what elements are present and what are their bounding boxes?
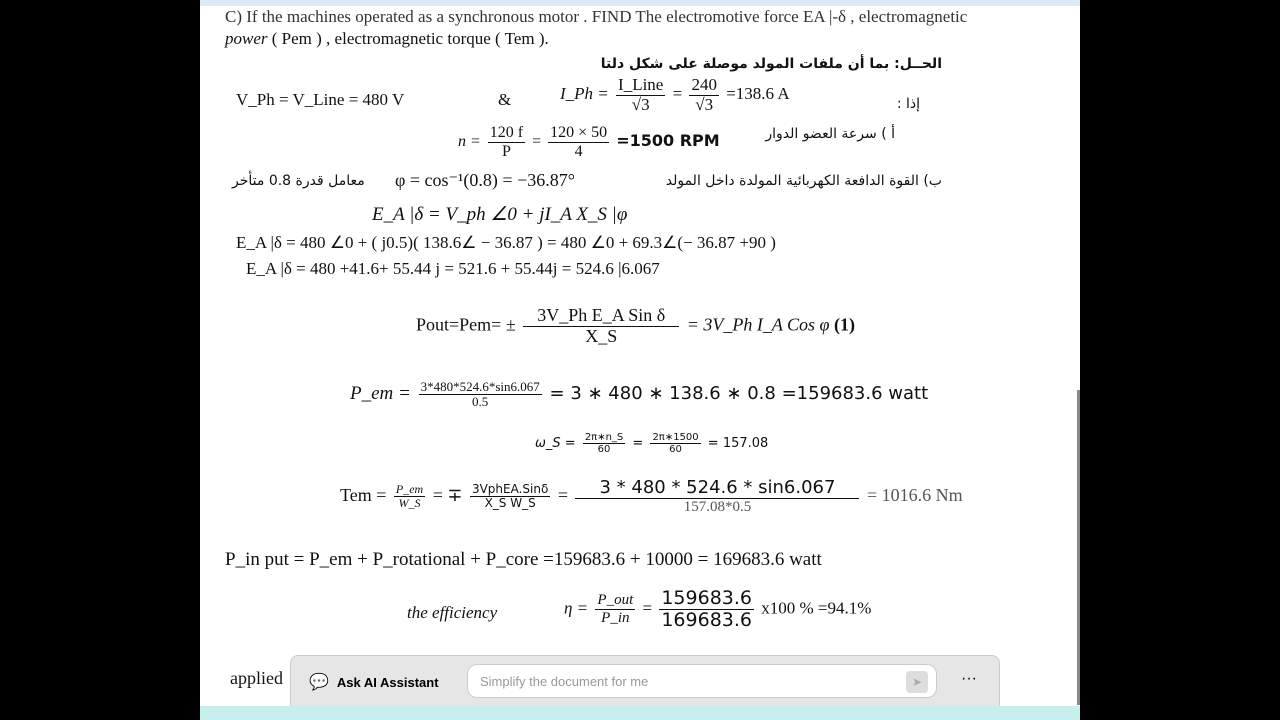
document-page [200, 0, 1080, 720]
num: 3VphEA.Sinδ [471, 481, 549, 496]
num: 2π∗n_S [584, 432, 624, 443]
num: I_Line [618, 75, 664, 94]
phi-eq: φ = cos⁻¹(0.8) = −36.87° [395, 170, 575, 190]
num: P_em [395, 481, 424, 496]
num: 240 [691, 75, 717, 94]
result: =1500 RPM [616, 130, 720, 150]
ask-ai-label: Ask AI Assistant [336, 674, 439, 690]
num: 3 * 480 * 524.6 * sin6.067 [575, 478, 859, 499]
fraction [548, 124, 609, 160]
num: 120 f [489, 124, 524, 141]
lhs: ω_S = [535, 436, 576, 451]
more-options-button[interactable]: ··· [961, 670, 977, 687]
lhs: Tem = [340, 484, 387, 505]
num: 159683.6 [661, 587, 753, 609]
top-toolbar-edge [200, 0, 1080, 6]
send-icon[interactable]: ➤ [906, 671, 928, 693]
den: 60 [669, 444, 682, 455]
scrollbar[interactable] [1077, 390, 1080, 705]
fraction [470, 483, 550, 510]
ai-assistant-bar [290, 655, 1000, 709]
den: X_S W_S [484, 496, 536, 511]
den: P [502, 142, 511, 160]
ea-formula: E_A |δ = V_ph ∠0 + jI_A X_S |φ [372, 204, 628, 225]
solution-heading: الحــل: بما أن ملفات المولد موصلة على شكل دلتا [600, 56, 942, 72]
fraction [394, 483, 425, 510]
fraction [523, 306, 679, 347]
den: 4 [574, 142, 583, 160]
italic-word: power [225, 29, 268, 48]
question-line-2 [225, 29, 549, 49]
pout-eq [416, 306, 855, 347]
eq-tag: (1) [834, 314, 855, 335]
lhs: P_em = [350, 383, 411, 405]
fraction [488, 124, 525, 160]
applied-text: applied [230, 668, 283, 688]
fraction [659, 588, 754, 631]
num: 2π∗1500 [652, 432, 699, 443]
fraction [575, 478, 859, 515]
den: 0.5 [472, 394, 489, 410]
taskbar [200, 706, 1080, 720]
speed-eq: n = $\frac{120 f}{P}$ = $\frac{120 \times 50}{4}$ =1500 RPM [458, 124, 720, 160]
den: X_S [585, 325, 618, 346]
fraction [689, 76, 719, 114]
efficiency-eq: η = $\frac{\text{P\_out}}{P\_in}$ = $\frac{159683.6}{169683.6}$ x100 % =94.1% [564, 587, 872, 631]
ea-step-2: E_A |δ = 480 +41.6+ 55.44 j = 521.6 + 55.44j = 524.6 |6.067 [246, 259, 660, 278]
ws-eq: ω_S = $\frac{2\pi∗n\_S}{60}$ = $\frac{2\pi∗1500}{60}$ = 157.08 [535, 432, 769, 455]
ampersand: & [498, 90, 512, 109]
num: 3V_Ph E_A Sin δ [523, 306, 679, 327]
num: 120 × 50 [550, 124, 608, 141]
efficiency-label: the efficiency [407, 603, 498, 622]
result: = 157.08 [707, 436, 769, 451]
text: ( Pem ) , electromagnetic torque ( Tem ). [267, 29, 549, 48]
num: 3*480*524.6*sin6.067 [420, 379, 540, 394]
fraction [650, 432, 700, 455]
fraction [583, 432, 625, 455]
result: =138.6 A [726, 84, 790, 104]
rhs: = 3V_Ph I_A Cos φ [686, 314, 830, 335]
lhs: η = [564, 598, 589, 618]
result: x100 % =94.1% [761, 598, 872, 618]
pem-eq [350, 380, 928, 410]
vph-eq: V_Ph = V_Line = 480 V [236, 90, 405, 109]
ask-ai-button[interactable] [309, 672, 439, 692]
part-a-label: أ ) سرعة العضو الدوار [765, 126, 895, 142]
question-line: C) If the machines operated as a synchronous motor . FIND The electromotive force EA |-δ , electromagnetic [225, 7, 968, 26]
den: 157.08*0.5 [683, 498, 752, 515]
pin-eq: P_in put = P_em + P_rotational + P_core =159683.6 + 10000 = 169683.6 watt [225, 549, 822, 570]
iph-eq: I_Ph = $\frac{\text{I\_Line}}{√3}$ = $\frac{240}{√3}$ =138.6 A [560, 75, 790, 114]
den: 60 [597, 444, 611, 455]
den: W_S [398, 496, 421, 511]
fraction [419, 380, 542, 410]
ai-chat-icon: 💬 [309, 674, 329, 691]
ai-prompt-input[interactable] [467, 664, 937, 698]
pf-label: معامل قدرة 0.8 متأخر [232, 173, 365, 189]
tem-eq: Tem = $\frac{P\_em}{W\_S}$ = ∓ $\frac{\text{3VphEA.Sinδ}}{\text{X\_S W\_S}}$ = $\frac{3 * 480 * 524.6 * \sin 6.067}{157.08*0.5}$ = 1016.6 Nm [340, 477, 963, 515]
op: = ∓ [432, 484, 463, 505]
num: P_out [597, 592, 634, 609]
rhs: = 3 ∗ 480 ∗ 138.6 ∗ 0.8 =159683.6 watt [549, 383, 929, 405]
den: P_in [601, 609, 630, 626]
den: √3 [695, 94, 714, 114]
part-b-label: ب) القوة الدافعة الكهربائية المولدة داخل المولد [665, 173, 942, 189]
fraction [595, 592, 635, 626]
lhs: n = [458, 132, 481, 150]
idha-label: إذا : [896, 96, 920, 112]
fraction [616, 76, 665, 114]
lhs: Pout=Pem= ± [416, 314, 516, 335]
den: √3 [631, 94, 650, 114]
ea-step-1: E_A |δ = 480 ∠0 + ( j0.5)( 138.6∠ − 36.87 ) = 480 ∠0 + 69.3∠(− 36.87 +90 ) [236, 233, 776, 252]
den: 169683.6 [661, 608, 753, 631]
placeholder: Simplify the document for me [480, 674, 649, 689]
lhs: I_Ph = [560, 84, 609, 104]
result: = 1016.6 Nm [866, 484, 963, 505]
